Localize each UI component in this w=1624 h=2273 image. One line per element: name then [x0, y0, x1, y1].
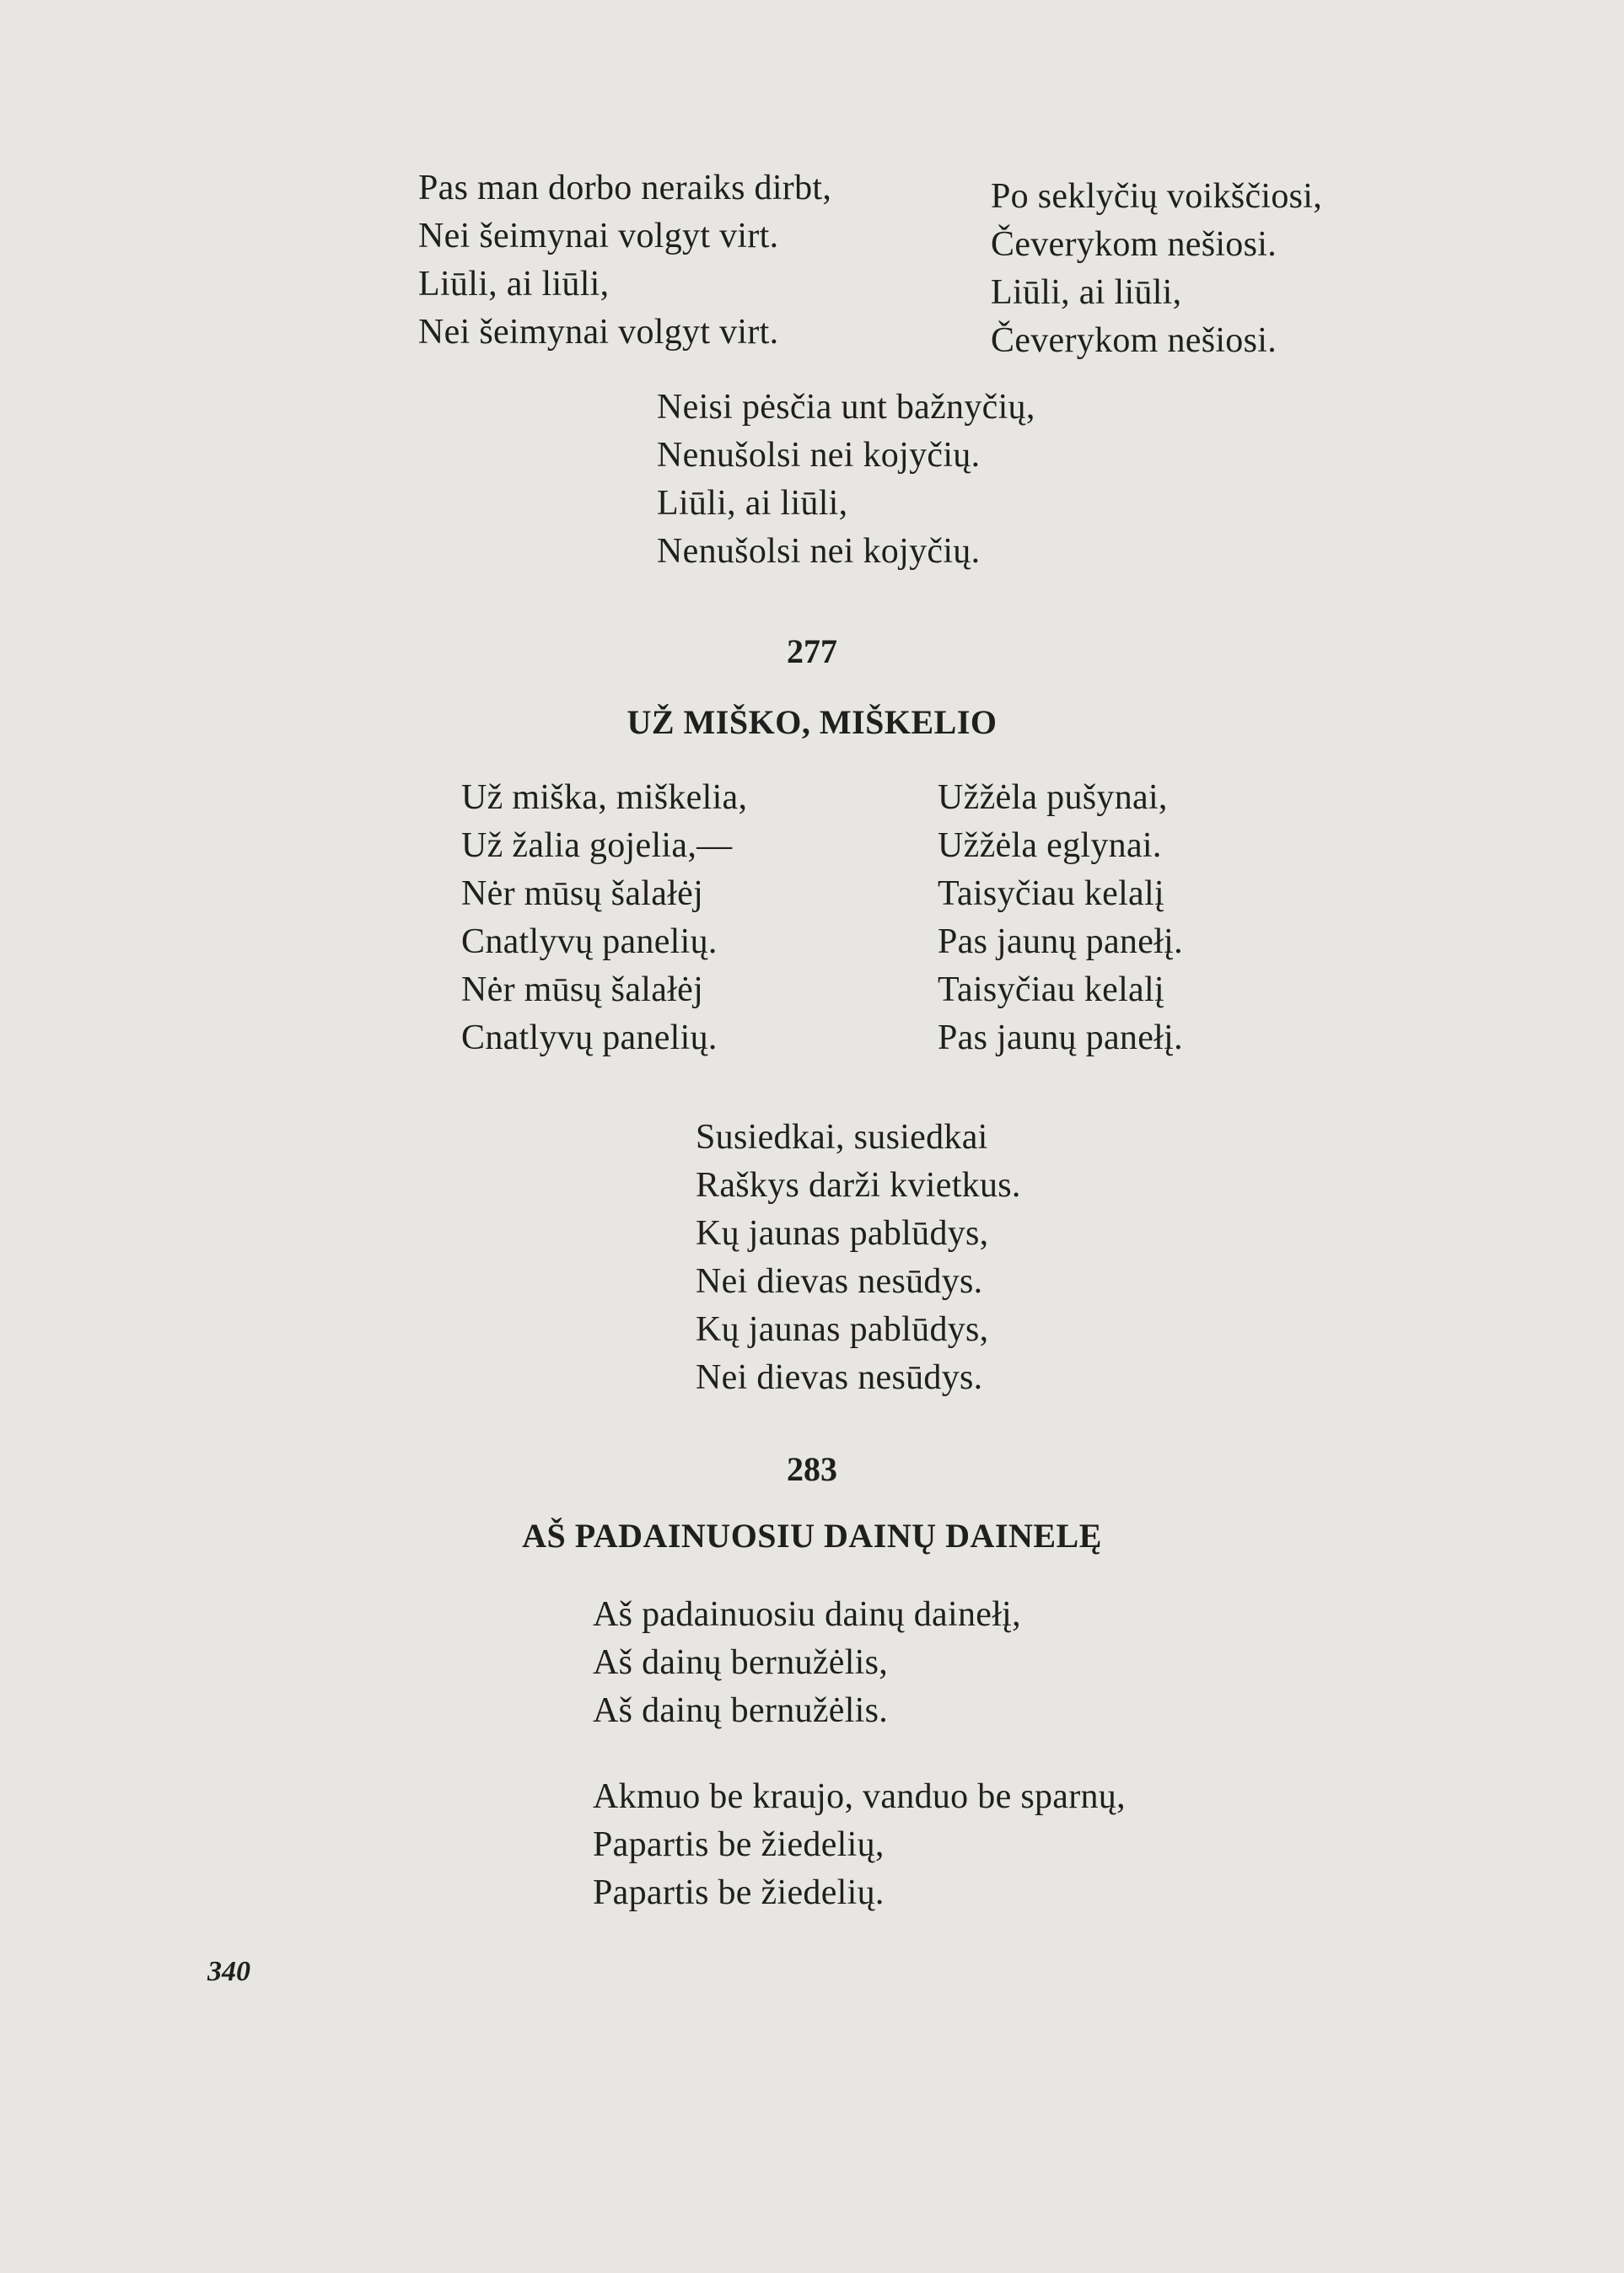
stanza-283-first — [593, 1591, 1021, 1735]
verse-line: Taisyčiau kelalį — [938, 874, 1164, 913]
stanza-top-left — [418, 164, 831, 357]
verse-line: Po seklyčių voikščiosi, — [991, 177, 1323, 216]
verse-line: Liūli, ai liūli, — [657, 484, 848, 523]
stanza-277-left — [461, 774, 747, 1062]
verse-line: Cnatlyvų panelių. — [461, 922, 718, 961]
verse-line: Nei šeimynai volgyt virt. — [418, 313, 779, 352]
stanza-277-center — [696, 1114, 1021, 1402]
verse-line: Nenušolsi nei kojyčių. — [657, 436, 981, 475]
stanza-283-second — [593, 1773, 1126, 1917]
verse-line: Liūli, ai liūli, — [418, 265, 610, 304]
verse-line: Susiedkai, susiedkai — [696, 1118, 988, 1157]
verse-line: Nenušolsi nei kojyčių. — [657, 532, 981, 571]
verse-line: Aš dainų bernužėlis, — [593, 1643, 889, 1682]
verse-line: Cnatlyvų panelių. — [461, 1018, 718, 1057]
verse-line: Aš dainų bernužėlis. — [593, 1691, 889, 1730]
verse-line: Taisyčiau kelalį — [938, 970, 1164, 1009]
verse-line: Pas jaunų panełį. — [938, 1018, 1183, 1057]
verse-line: Papartis be žiedelių. — [593, 1873, 885, 1912]
verse-line: Raškys darži kvietkus. — [696, 1166, 1021, 1205]
verse-line: Aš padainuosiu dainų dainełį, — [593, 1595, 1021, 1634]
verse-line: Nėr mūsų šalałėj — [461, 874, 704, 913]
verse-line: Čeverykom nešiosi. — [991, 225, 1277, 264]
verse-line: Už žalia gojelia,— — [461, 826, 733, 865]
song-number-277: 277 — [787, 632, 837, 670]
verse-line: Kų jaunas pablūdys, — [696, 1310, 989, 1349]
song-number-283: 283 — [787, 1450, 837, 1488]
verse-line: Nei šeimynai volgyt virt. — [418, 217, 779, 255]
stanza-top-right — [991, 173, 1322, 365]
stanza-277-right — [938, 774, 1183, 1062]
song-title-283: AŠ PADAINUOSIU DAINŲ DAINELĘ — [522, 1517, 1102, 1555]
song-title-277: UŽ MIŠKO, MIŠKELIO — [626, 703, 998, 741]
stanza-center — [657, 384, 1035, 576]
verse-line: Nei dievas nesūdys. — [696, 1358, 983, 1397]
verse-line: Užžėla eglynai. — [938, 826, 1162, 865]
verse-line: Už miška, miškelia, — [461, 778, 748, 817]
verse-line: Pas jaunų panełį. — [938, 922, 1183, 961]
verse-line: Liūli, ai liūli, — [991, 273, 1182, 312]
verse-line: Nei dievas nesūdys. — [696, 1262, 983, 1301]
verse-line: Užžėla pušynai, — [938, 778, 1168, 817]
page-number: 340 — [207, 1956, 250, 1987]
verse-line: Neisi pėsčia unt bažnyčių, — [657, 388, 1035, 427]
verse-line: Papartis be žiedelių, — [593, 1825, 885, 1864]
verse-line: Pas man dorbo neraiks dirbt, — [418, 169, 832, 207]
verse-line: Akmuo be kraujo, vanduo be sparnų, — [593, 1777, 1126, 1816]
verse-line: Nėr mūsų šalałėj — [461, 970, 704, 1009]
verse-line: Kų jaunas pablūdys, — [696, 1214, 989, 1253]
verse-line: Čeverykom nešiosi. — [991, 321, 1277, 360]
